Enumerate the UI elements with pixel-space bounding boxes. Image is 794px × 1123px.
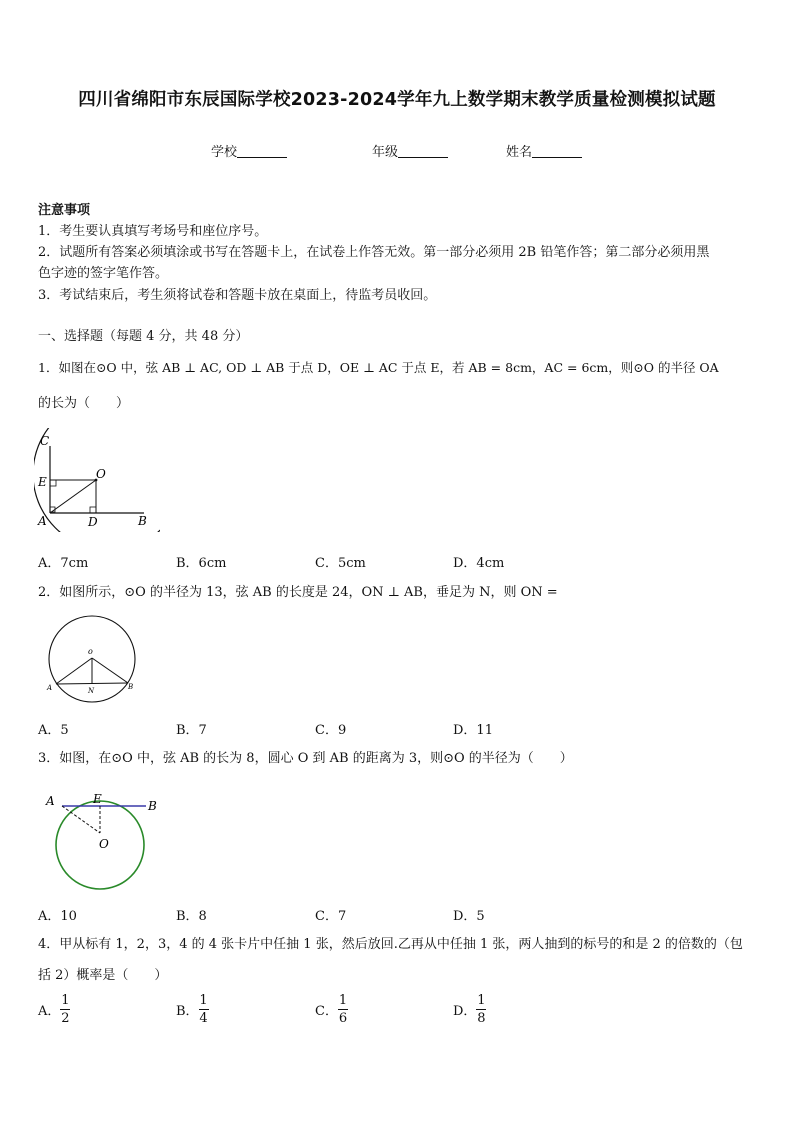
q4-option-b-label: B． [176,1004,199,1019]
question-3-figure [42,792,164,890]
label-D: D [88,515,98,529]
label-E: E [93,792,102,806]
notice-heading: 注意事项 [38,203,91,218]
question-4-text-cont: 括 2）概率是（ ） [38,968,168,983]
q3-option-c[interactable]: C．7 [315,909,347,924]
q1-option-d[interactable]: D．4cm [453,556,505,571]
label-A: A [46,794,55,808]
q2-option-c[interactable]: C．9 [315,723,347,738]
question-1-text: 1．如图在⊙O 中，弦 AB ⊥ AC, OD ⊥ AB 于点 D，OE ⊥ AC 于点 E，若 AB = 8cm，AC = 6cm，则⊙O 的半径 OA [38,360,719,375]
question-3-text: 3．如图，在⊙O 中，弦 AB 的长为 8，圆心 O 到 AB 的距离为 3，则⊙O 的半径为（ ） [38,751,573,766]
label-A: A [38,514,47,528]
label-B: B [138,514,147,528]
q4-option-a[interactable] [38,993,70,1026]
q4-option-a-fraction: $\frac{1}{2}$ [61,993,70,1026]
notice-item: 3．考试结束后，考生须将试卷和答题卡放在桌面上，待监考员收回。 [38,288,437,303]
q1-option-b[interactable]: B．6cm [176,556,227,571]
grade-label: 年级 [372,145,399,160]
grade-blank[interactable] [398,144,448,158]
q2-option-b[interactable]: B．7 [176,723,207,738]
label-C: C [40,434,50,448]
q4-option-d[interactable] [453,993,486,1026]
name-field[interactable] [506,141,582,160]
question-4-text: 4．甲从标有 1，2，3，4 的 4 张卡片中任抽 1 张，然后放回.乙再从中任抽 1 张，两人抽到的标号的和是 2 的倍数的（包 [38,937,743,952]
q4-option-d-label: D． [453,1004,477,1019]
q4-option-d-fraction: $\frac{1}{8}$ [477,993,486,1026]
school-label: 学校 [211,145,238,160]
label-B: B [128,683,134,691]
q4-option-c[interactable] [315,993,348,1026]
label-o: o [88,647,93,656]
q4-option-c-fraction: $\frac{1}{6}$ [338,993,348,1026]
school-blank[interactable] [237,144,287,158]
q3-option-d[interactable]: D．5 [453,909,485,924]
question-2-figure [44,614,140,704]
q4-option-b-fraction: $\frac{1}{4}$ [199,993,208,1026]
q3-option-a[interactable]: A．10 [38,909,77,924]
q4-option-a-label: A． [38,1004,61,1019]
name-label: 姓名 [506,145,533,160]
label-N: N [88,687,95,695]
grade-field[interactable] [372,141,448,160]
name-blank[interactable] [532,144,582,158]
question-1-figure [34,428,160,532]
notice-item: 色字迹的签字笔作答。 [38,266,169,281]
school-field[interactable] [211,141,287,160]
q1-option-c[interactable]: C．5cm [315,556,366,571]
label-B: B [148,799,157,813]
question-2-text: 2．如图所示，⊙O 的半径为 13，弦 AB 的长度是 24，ON ⊥ AB，垂足为 N，则 ON = [38,585,558,600]
label-E: E [38,475,47,489]
q3-option-b[interactable]: B．8 [176,909,207,924]
q2-option-a[interactable]: A．5 [38,723,69,738]
page-title: 四川省绵阳市东辰国际学校2023-2024学年九上数学期末教学质量检测模拟试题 [78,90,716,110]
notice-item: 1．考生要认真填写考场号和座位序号。 [38,224,268,239]
label-O: O [99,837,109,851]
q2-option-d[interactable]: D．11 [453,723,493,738]
notice-item: 2．试题所有答案必须填涂或书写在答题卡上，在试卷上作答无效。第一部分必须用 2B 铅笔作答；第二部分必须用黑 [38,245,710,260]
section-heading: 一、选择题（每题 4 分，共 48 分） [38,329,249,344]
q1-option-a[interactable]: A．7cm [38,556,89,571]
label-A: A [47,684,53,692]
label-O: O [96,467,106,481]
q4-option-c-label: C． [315,1004,338,1019]
question-1-text-cont: 的长为（ ） [38,396,130,411]
q4-option-b[interactable] [176,993,209,1026]
